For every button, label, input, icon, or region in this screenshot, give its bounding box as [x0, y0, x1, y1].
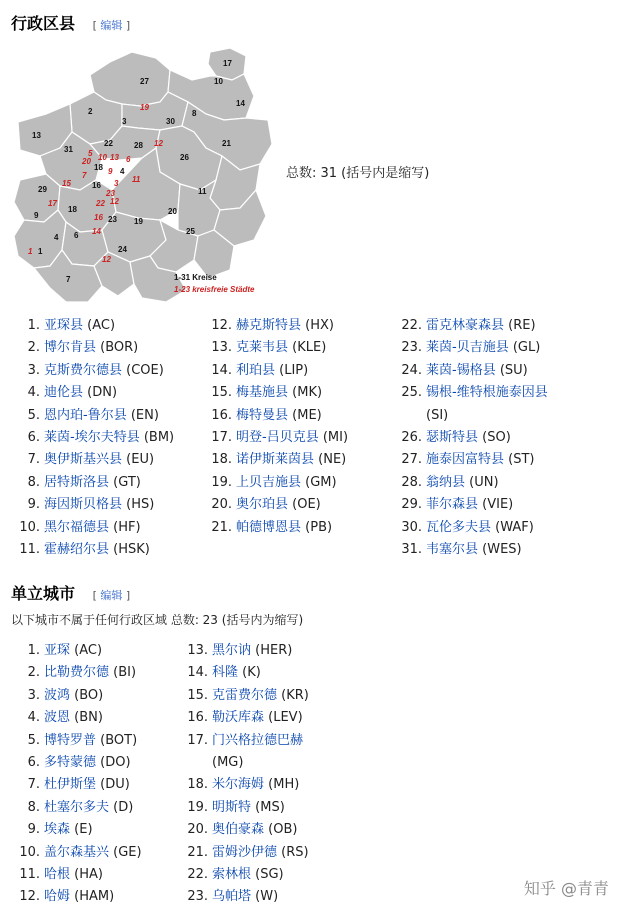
list-item: 4. 迪伦县 (DN) [27, 385, 118, 401]
map-label: 14 [236, 99, 245, 108]
city-link[interactable]: 波恩 [44, 710, 71, 726]
list-item: 15. 梅基施县 (MK) [211, 385, 323, 401]
city-link[interactable]: 门兴格拉德巴赫 [212, 732, 304, 748]
list-item: 18. 诺伊斯莱茵县 (NE) [211, 452, 347, 468]
list-item: 23. 乌帕塔 (W) [187, 889, 279, 905]
district-link[interactable]: 锡根-维特根施泰因县 [426, 385, 548, 401]
section-title: 单立城市 [11, 584, 76, 603]
edit-link[interactable]: 编辑 [100, 19, 123, 32]
map-label: 11 [198, 187, 207, 196]
city-link[interactable]: 克雷费尔德 [212, 687, 278, 703]
district-link[interactable]: 瑟斯特县 [426, 429, 479, 445]
section-heading-districts: 行政区县 [ 编辑 ] [11, 14, 131, 33]
district-link[interactable]: 明登-吕贝克县 [236, 429, 319, 445]
city-link[interactable]: 勒沃库森 [212, 710, 265, 726]
district-map [10, 40, 280, 305]
city-link[interactable]: 杜塞尔多夫 [44, 799, 110, 815]
district-list-col-1 [14, 315, 214, 561]
list-item: 21. 帕德博恩县 (PB) [211, 519, 333, 535]
district-link[interactable]: 恩内珀-鲁尔县 [44, 407, 127, 423]
list-item: 2. 博尔肯县 (BOR) [27, 340, 139, 356]
map-label: 20 [168, 207, 177, 216]
city-link[interactable]: 雷姆沙伊德 [212, 844, 278, 860]
list-item: 8. 杜塞尔多夫 (D) [27, 799, 134, 815]
list-item: 20. 奥尔珀县 (OE) [211, 497, 321, 513]
district-link[interactable]: 迪伦县 [44, 385, 84, 401]
city-link[interactable]: 哈姆 [44, 889, 71, 905]
list-item: 24. 莱茵-锡格县 (SU) [401, 362, 528, 378]
district-link[interactable]: 博尔肯县 [44, 340, 97, 356]
city-link[interactable]: 多特蒙德 [44, 754, 97, 770]
list-item: 30. 瓦伦多夫县 (WAF) [401, 519, 534, 535]
list-item: 19. 上贝吉施县 (GM) [211, 474, 337, 490]
list-item: 1. 亚琛县 (AC) [27, 318, 116, 333]
district-link[interactable]: 亚琛县 [44, 318, 84, 333]
list-item: 14. 利珀县 (LIP) [211, 362, 309, 378]
map-label-city: 12 [110, 197, 119, 206]
map-label: 3 [122, 117, 127, 126]
city-link[interactable]: 盖尔森基兴 [44, 844, 110, 860]
district-list-col-3 [396, 315, 596, 561]
city-link[interactable]: 亚琛 [44, 643, 71, 658]
district-link[interactable]: 梅基施县 [236, 385, 289, 401]
district-link[interactable]: 居特斯洛县 [44, 474, 110, 490]
city-list-col-2 [182, 640, 382, 909]
list-item: 5. 博特罗普 (BOT) [27, 732, 138, 748]
map-label: 19 [134, 217, 143, 226]
map-label: 10 [214, 77, 223, 86]
district-link[interactable]: 帕德博恩县 [236, 519, 302, 535]
district-link[interactable]: 赫克斯特县 [236, 318, 302, 333]
map-label: 25 [186, 227, 195, 236]
district-link[interactable]: 黑尔福德县 [44, 519, 110, 535]
map-label: 26 [180, 153, 189, 162]
map-label: 24 [118, 245, 127, 254]
list-item: 28. 翁纳县 (UN) [401, 474, 499, 490]
list-item: 11. 霍赫绍尔县 (HSK) [19, 541, 150, 557]
map-label: 21 [222, 139, 231, 148]
city-link[interactable]: 博特罗普 [44, 732, 97, 748]
watermark: 知乎 @青青 [523, 879, 609, 898]
list-item: 11. 哈根 (HA) [19, 866, 103, 882]
map-label: 31 [64, 145, 73, 154]
list-item: 20. 奥伯豪森 (OB) [187, 822, 298, 838]
list-item: 18. 米尔海姆 (MH) [187, 777, 300, 793]
list-item: 9. 埃森 (E) [27, 822, 93, 838]
map-label: 9 [34, 211, 39, 220]
district-link[interactable]: 菲尔森县 [426, 497, 479, 513]
district-link[interactable]: 韦塞尔县 [426, 541, 479, 557]
city-link[interactable]: 明斯特 [212, 799, 252, 815]
map-label-city: 15 [62, 179, 71, 188]
district-link[interactable]: 上贝吉施县 [236, 474, 302, 490]
list-item: 7. 杜伊斯堡 (DU) [27, 777, 130, 793]
district-link[interactable]: 莱茵-贝吉施县 [426, 340, 509, 356]
list-item: 1. 亚琛 (AC) [27, 643, 103, 658]
list-item: 31. 韦塞尔县 (WES) [401, 541, 522, 557]
map-legend-cities: 1-23 kreisfreie Städte [174, 285, 255, 294]
district-link[interactable]: 海因斯贝格县 [44, 497, 123, 513]
district-link[interactable]: 梅特曼县 [236, 407, 289, 423]
district-link[interactable]: 施泰因富特县 [426, 452, 505, 468]
map-label-city: 17 [48, 199, 57, 208]
list-item: 19. 明斯特 (MS) [187, 799, 285, 815]
map-label-city: 12 [154, 139, 163, 148]
list-item: 6. 莱茵-埃尔夫特县 (BM) [27, 429, 175, 445]
section-heading-cities: 单立城市 [ 编辑 ] [11, 584, 131, 603]
list-item: 12. 赫克斯特县 (HX) [211, 318, 334, 333]
city-link[interactable]: 哈根 [44, 866, 71, 882]
district-link[interactable]: 霍赫绍尔县 [44, 541, 110, 557]
section-title: 行政区县 [11, 14, 76, 33]
city-link[interactable]: 奥伯豪森 [212, 822, 265, 838]
city-link[interactable]: 埃森 [44, 822, 71, 838]
district-link[interactable]: 奥尔珀县 [236, 497, 289, 513]
district-link[interactable]: 克莱韦县 [236, 340, 289, 356]
list-item: 22. 雷克林豪森县 (RE) [401, 318, 536, 333]
list-item: 17. 门兴格拉德巴赫 (MG) [187, 732, 304, 770]
map-label: 13 [32, 131, 41, 140]
map-label: 23 [108, 215, 117, 224]
city-link[interactable]: 乌帕塔 [212, 889, 252, 905]
map-label: 1 [38, 247, 43, 256]
map-label-city: 11 [132, 175, 141, 184]
map-label-city: 13 [110, 153, 119, 162]
list-item: 12. 哈姆 (HAM) [19, 889, 115, 905]
list-item: 16. 梅特曼县 (ME) [211, 407, 322, 423]
list-item: 2. 比勒费尔德 (BI) [27, 665, 137, 681]
map-label-city: 19 [140, 103, 149, 112]
city-link[interactable]: 米尔海姆 [212, 777, 265, 793]
map-label: 18 [68, 205, 77, 214]
district-link[interactable]: 利珀县 [236, 362, 276, 378]
list-item: 8. 居特斯洛县 (GT) [27, 474, 141, 490]
district-link[interactable]: 诺伊斯莱茵县 [236, 452, 315, 468]
district-link[interactable]: 雷克林豪森县 [426, 318, 505, 333]
list-item: 6. 多特蒙德 (DO) [27, 754, 131, 770]
map-label: 6 [74, 231, 79, 240]
district-link[interactable]: 克斯费尔德县 [44, 362, 123, 378]
city-link[interactable]: 比勒费尔德 [44, 665, 110, 681]
edit-link[interactable]: 编辑 [100, 589, 123, 602]
district-total: 总数: 31 (括号内是缩写) [286, 166, 430, 181]
cities-intro: 以下城市不属于任何行政区域 总数: 23 (括号内为缩写) [11, 613, 304, 627]
list-item: 4. 波恩 (BN) [27, 710, 103, 726]
map-label-city: 22 [96, 199, 105, 208]
district-link[interactable]: 莱茵-埃尔夫特县 [44, 429, 140, 445]
map-label: 29 [38, 185, 47, 194]
map-label-city: 1 [28, 247, 33, 256]
map-label: 18 [94, 163, 103, 172]
map-label: 7 [66, 275, 71, 284]
map-label: 22 [104, 139, 113, 148]
district-link[interactable]: 瓦伦多夫县 [426, 519, 492, 535]
map-label: 30 [166, 117, 175, 126]
list-item: 5. 恩内珀-鲁尔县 (EN) [27, 407, 159, 423]
map-label-city: 5 [88, 149, 93, 158]
list-item: 22. 索林根 (SG) [187, 866, 284, 882]
district-link[interactable]: 奥伊斯基兴县 [44, 452, 123, 468]
city-link[interactable]: 科隆 [212, 665, 239, 681]
list-item: 17. 明登-吕贝克县 (MI) [211, 429, 349, 445]
map-label-city: 7 [82, 171, 87, 180]
map-label: 28 [134, 141, 143, 150]
list-item: 21. 雷姆沙伊德 (RS) [187, 844, 309, 860]
map-label-city: 12 [102, 255, 111, 264]
map-legend-kreise: 1-31 Kreise [174, 273, 217, 282]
district-list-col-2 [206, 315, 411, 539]
list-item: 27. 施泰因富特县 (ST) [401, 452, 535, 468]
list-item: 23. 莱茵-贝吉施县 (GL) [401, 340, 541, 356]
list-item: 26. 瑟斯特县 (SO) [401, 429, 511, 445]
list-item: 10. 盖尔森基兴 (GE) [19, 844, 142, 860]
list-item: 25. 锡根-维特根施泰因县 (SI) [401, 385, 548, 423]
map-label: 16 [92, 181, 101, 190]
map-label-city: 16 [94, 213, 103, 222]
list-item: 13. 黑尔讷 (HER) [187, 643, 293, 658]
map-label: 2 [88, 107, 93, 116]
list-item: 9. 海因斯贝格县 (HS) [27, 497, 155, 513]
list-item: 13. 克莱韦县 (KLE) [211, 340, 327, 356]
map-label: 4 [120, 167, 125, 176]
city-list-col-1 [14, 640, 204, 909]
list-item: 29. 菲尔森县 (VIE) [401, 497, 514, 513]
list-item: 10. 黑尔福德县 (HF) [19, 519, 141, 535]
map-label: 17 [223, 59, 232, 68]
list-item: 3. 克斯费尔德县 (COE) [27, 362, 164, 378]
city-link[interactable]: 杜伊斯堡 [44, 777, 97, 793]
city-link[interactable]: 黑尔讷 [212, 643, 252, 658]
map-label: 8 [192, 109, 197, 118]
list-item: 7. 奥伊斯基兴县 (EU) [27, 452, 155, 468]
list-item: 14. 科隆 (K) [187, 665, 261, 681]
map-label-city: 10 [98, 153, 107, 162]
district-link[interactable]: 翁纳县 [426, 474, 466, 490]
map-land [14, 48, 272, 302]
map-label-city: 6 [126, 155, 131, 164]
map-label-city: 9 [108, 167, 113, 176]
map-label-city: 23 [106, 189, 115, 198]
map-label: 4 [54, 233, 59, 242]
map-label-city: 3 [114, 179, 119, 188]
list-item: 3. 波鸿 (BO) [27, 687, 104, 703]
city-link[interactable]: 波鸿 [44, 687, 71, 703]
map-label-city: 14 [92, 227, 101, 236]
district-link[interactable]: 莱茵-锡格县 [426, 362, 496, 378]
city-link[interactable]: 索林根 [212, 866, 252, 882]
list-item: 16. 勒沃库森 (LEV) [187, 710, 303, 726]
map-label: 27 [140, 77, 149, 86]
list-item: 15. 克雷费尔德 (KR) [187, 687, 309, 703]
map-label-city: 20 [82, 157, 91, 166]
